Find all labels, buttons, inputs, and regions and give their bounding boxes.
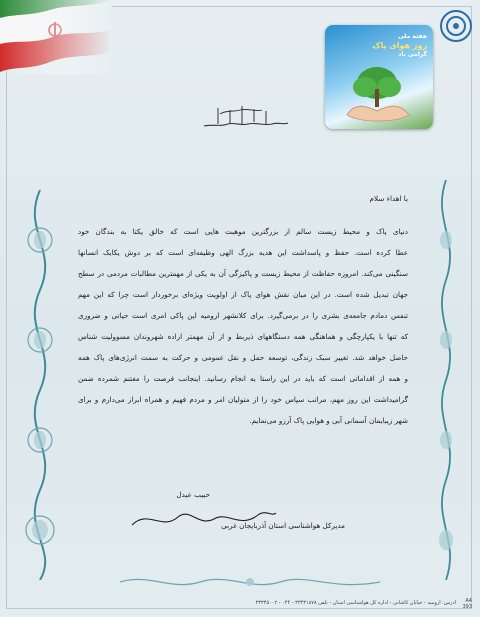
- poster-caption-2: روز هوای پاک: [372, 41, 427, 50]
- letter-line-4: جهان تبدیل شده است. در این میان نقش هوای پاک از اولویت ویژه‌ای برخوردار است چرا که این مهم: [78, 290, 408, 299]
- letter-line-10: شهر زیبایمان آسمانی آبی و هوایی پاک آرزو می‌نمایم.: [249, 416, 408, 425]
- letter-line-6: که تنها با یکپارچگی و هماهنگی همه دستگاههای ذیربط و از آن مهمتر اراده شهروندان مسوولیت شناس: [78, 332, 408, 341]
- letter-line-7: حاصل خواهد شد. تغییر سبک زندگی، توسعه حمل و نقل عمومی و حرکت به سمت انرژی‌های پاک همه: [78, 353, 408, 362]
- letter-greeting: با اهداء سلام: [369, 194, 408, 203]
- footer-address: آدرس: ارومیه - خیابان کاشانی - اداره کل هواشناسی استان - تلفن ۳۳۴۳۱۸۷۸ - ۰۴۴ - ۳۳۳۴۵۰۰۲: [255, 600, 456, 606]
- letter-line-8: و همه از اقداماتی است که باید در این راستا به انجام رسانید. اینجانب فرصت را مغتنم شمرده ضمن: [78, 374, 408, 383]
- poster-caption-1: هفته ملی: [398, 33, 427, 40]
- right-floral-ornament-icon: [426, 180, 466, 580]
- signer-name: حبیب عیدل: [176, 490, 210, 499]
- bottom-border-ornament-icon: [120, 573, 380, 591]
- letter-line-2: عطا کرده است. حفظ و پاسداشت این هدیه بزرگ الهی وظیفه‌ای است که بر دوش یکایک انسانها: [78, 248, 408, 257]
- handwritten-signature-icon: [128, 505, 278, 535]
- iran-flag-icon: [0, 0, 112, 74]
- left-floral-ornament-icon: [12, 190, 68, 580]
- footer-code-line-1: A4: [465, 598, 472, 604]
- organization-logo-icon: [438, 8, 474, 44]
- poster-caption-3: گرامی باد: [398, 51, 427, 58]
- letter-line-3: سنگینی می‌کند. امروزه حفاظت از محیط زیست و پاکیزگی آن به یکی از مهمترین مطالبات مردمی در سطح: [78, 269, 408, 278]
- bismillah-calligraphy-icon: [200, 100, 290, 134]
- letter-line-9: گرامیداشت این روز مهم، مراتب سپاس خود را از متولیان امر و مردم فهیم و همراه ابراز می‌دارم و برای: [78, 395, 408, 404]
- signer-title: مدیرکل هواشناسی استان آذربایجان غربی: [221, 521, 345, 530]
- footer-code-line-2: 393: [462, 604, 472, 610]
- letter-line-1: دنیای پاک و محیط زیست سالم از بزرگترین موهبت هایی است که خالق یکتا به بندگان خود: [78, 227, 408, 236]
- footer-page-code: [462, 598, 472, 610]
- letter-line-5: تنفس دمادم جامعه‌ی بشری را در برمی‌گیرد. برای کلانشهر ارومیه این پاکی امری است حیاتی و ضروری: [78, 311, 408, 320]
- clean-air-poster: [325, 25, 433, 129]
- tree-in-hands-icon: [325, 25, 433, 129]
